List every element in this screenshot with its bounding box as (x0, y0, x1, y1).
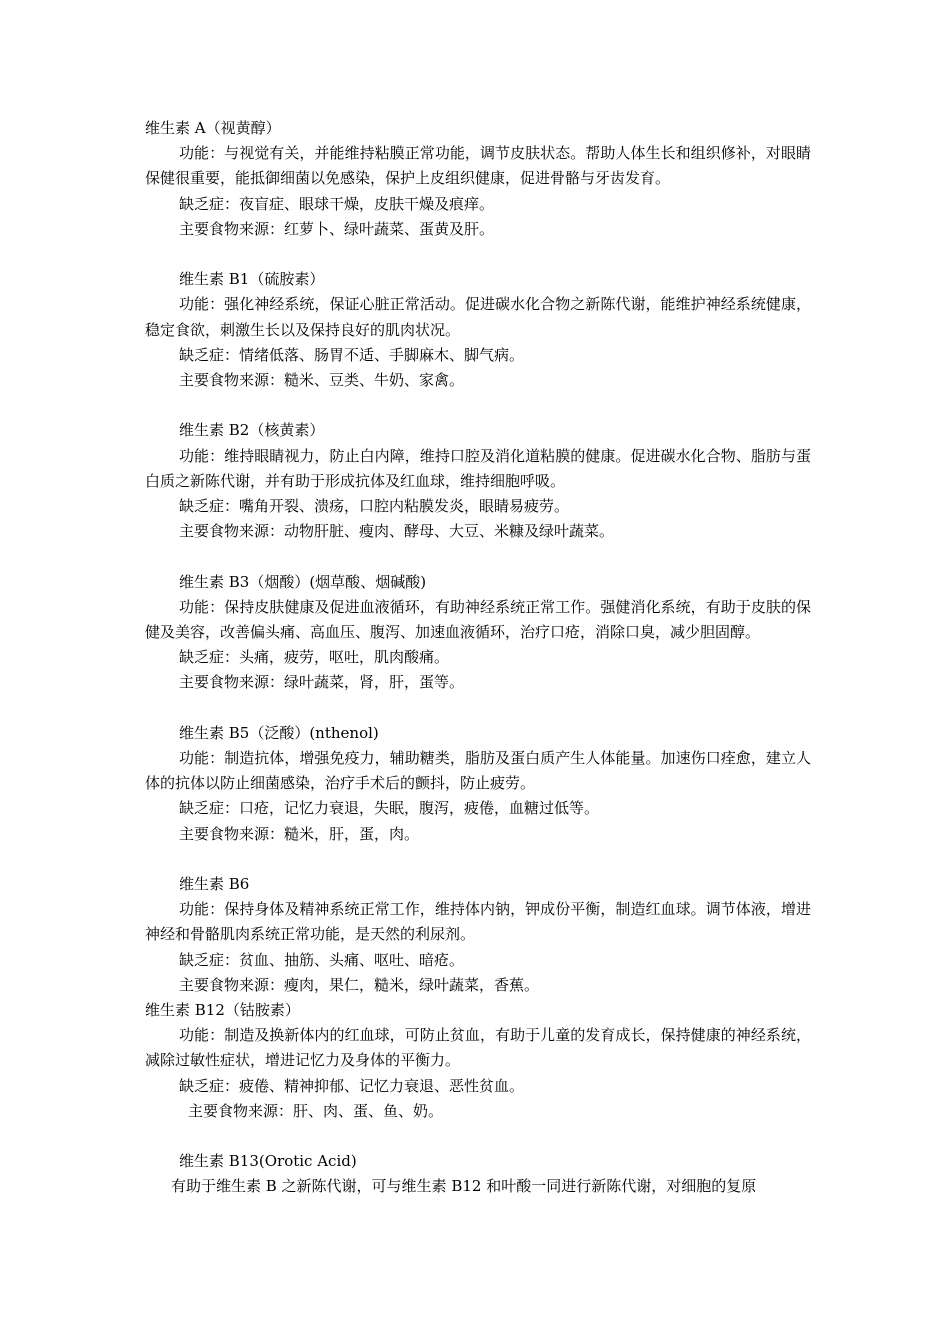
section-vitamin-b5 (145, 721, 811, 847)
section-vitamin-a (145, 116, 811, 242)
section-vitamin-b13 (145, 1149, 811, 1199)
section-function: 功能：与视觉有关，并能维持粘膜正常功能，调节皮肤状态。帮助人体生长和组织修补，对眼睛保健很重要，能抵御细菌以免感染，保护上皮组织健康，促进骨骼与牙齿发育。 (145, 144, 811, 188)
section-vitamin-b3 (145, 570, 811, 696)
section-function: 功能：保持皮肤健康及促进血液循环，有助神经系统正常工作。强健消化系统，有助于皮肤的保健及美容，改善偏头痛、高血压、腹泻、加速血液循环，治疗口疮，消除口臭，减少胆固醇。 (145, 597, 811, 642)
section-title: 维生素 B5（泛酸）(nthenol) (179, 723, 379, 742)
section-deficiency: 缺乏症：头痛，疲劳，呕吐，肌肉酸痛。 (179, 648, 450, 667)
section-sources: 主要食物来源：瘦肉，果仁，糙米，绿叶蔬菜，香蕉。 (179, 975, 540, 994)
section-function: 功能：制造抗体，增强免疫力，辅助糖类，脂肪及蛋白质产生人体能量。加速伤口痊愈，建立人体的抗体以防止细菌感染，治疗手术后的颤抖，防止疲劳。 (145, 749, 811, 793)
section-sources: 主要食物来源：红萝卜、绿叶蔬菜、蛋黄及肝。 (179, 219, 495, 238)
section-deficiency: 缺乏症：嘴角开裂、溃疡，口腔内粘膜发炎，眼睛易疲劳。 (179, 497, 570, 516)
section-function: 功能：制造及换新体内的红血球，可防止贫血，有助于儿童的发育成长，保持健康的神经系统，减除过敏性症状，增进记忆力及身体的平衡力。 (145, 1026, 811, 1070)
section-title: 维生素 B13(Orotic Acid) (179, 1152, 357, 1171)
section-vitamin-b6 (145, 872, 811, 998)
section-function: 功能：保持身体及精神系统正常工作，维持体内钠，钾成份平衡，制造红血球。调节体液，增进神经和骨骼肌肉系统正常功能，是天然的利尿剂。 (145, 900, 811, 944)
section-deficiency: 缺乏症：夜盲症、眼球干燥，皮肤干燥及痕痒。 (179, 194, 495, 213)
section-function: 有助于维生素 B 之新陈代谢，可与维生素 B12 和叶酸一同进行新陈代谢，对细胞的复原 (171, 1177, 757, 1196)
section-deficiency: 缺乏症：情绪低落、肠胃不适、手脚麻木、脚气病。 (179, 345, 525, 364)
section-title: 维生素 B3（烟酸）(烟草酸、烟碱酸) (179, 572, 427, 591)
section-deficiency: 缺乏症：口疮，记忆力衰退，失眠，腹泻，疲倦，血糖过低等。 (179, 799, 600, 818)
section-function: 功能：维持眼睛视力，防止白内障，维持口腔及消化道粘膜的健康。促进碳水化合物、脂肪与蛋白质之新陈代谢，并有助于形成抗体及红血球，维持细胞呼吸。 (145, 446, 811, 490)
section-sources: 主要食物来源：糙米、豆类、牛奶、家禽。 (179, 371, 465, 390)
section-sources: 主要食物来源：动物肝脏、瘦肉、酵母、大豆、米糠及绿叶蔬菜。 (179, 522, 615, 541)
section-title: 维生素 B1（硫胺素） (179, 270, 325, 289)
section-title: 维生素 B12（钴胺素） (145, 1001, 300, 1020)
section-sources: 主要食物来源：肝、肉、蛋、鱼、奶。 (188, 1101, 444, 1120)
document-page (145, 116, 811, 1200)
section-title: 维生素 B6 (179, 875, 250, 894)
section-vitamin-b2 (145, 418, 811, 544)
section-deficiency: 缺乏症：贫血、抽筋、头痛、呕吐、暗疮。 (179, 950, 465, 969)
section-vitamin-b1 (145, 267, 811, 393)
section-sources: 主要食物来源：绿叶蔬菜，肾，肝，蛋等。 (179, 673, 465, 692)
section-deficiency: 缺乏症：疲倦、精神抑郁、记忆力衰退、恶性贫血。 (179, 1076, 525, 1095)
section-title: 维生素 B2（核黄素） (179, 421, 325, 440)
section-function: 功能：强化神经系统，保证心脏正常活动。促进碳水化合物之新陈代谢，能维护神经系统健康，稳定食欲，刺激生长以及保持良好的肌肉状况。 (145, 295, 811, 339)
section-vitamin-b12 (145, 998, 811, 1124)
section-sources: 主要食物来源：糙米，肝，蛋，肉。 (179, 824, 420, 843)
section-title: 维生素 A（视黄醇） (145, 119, 281, 137)
